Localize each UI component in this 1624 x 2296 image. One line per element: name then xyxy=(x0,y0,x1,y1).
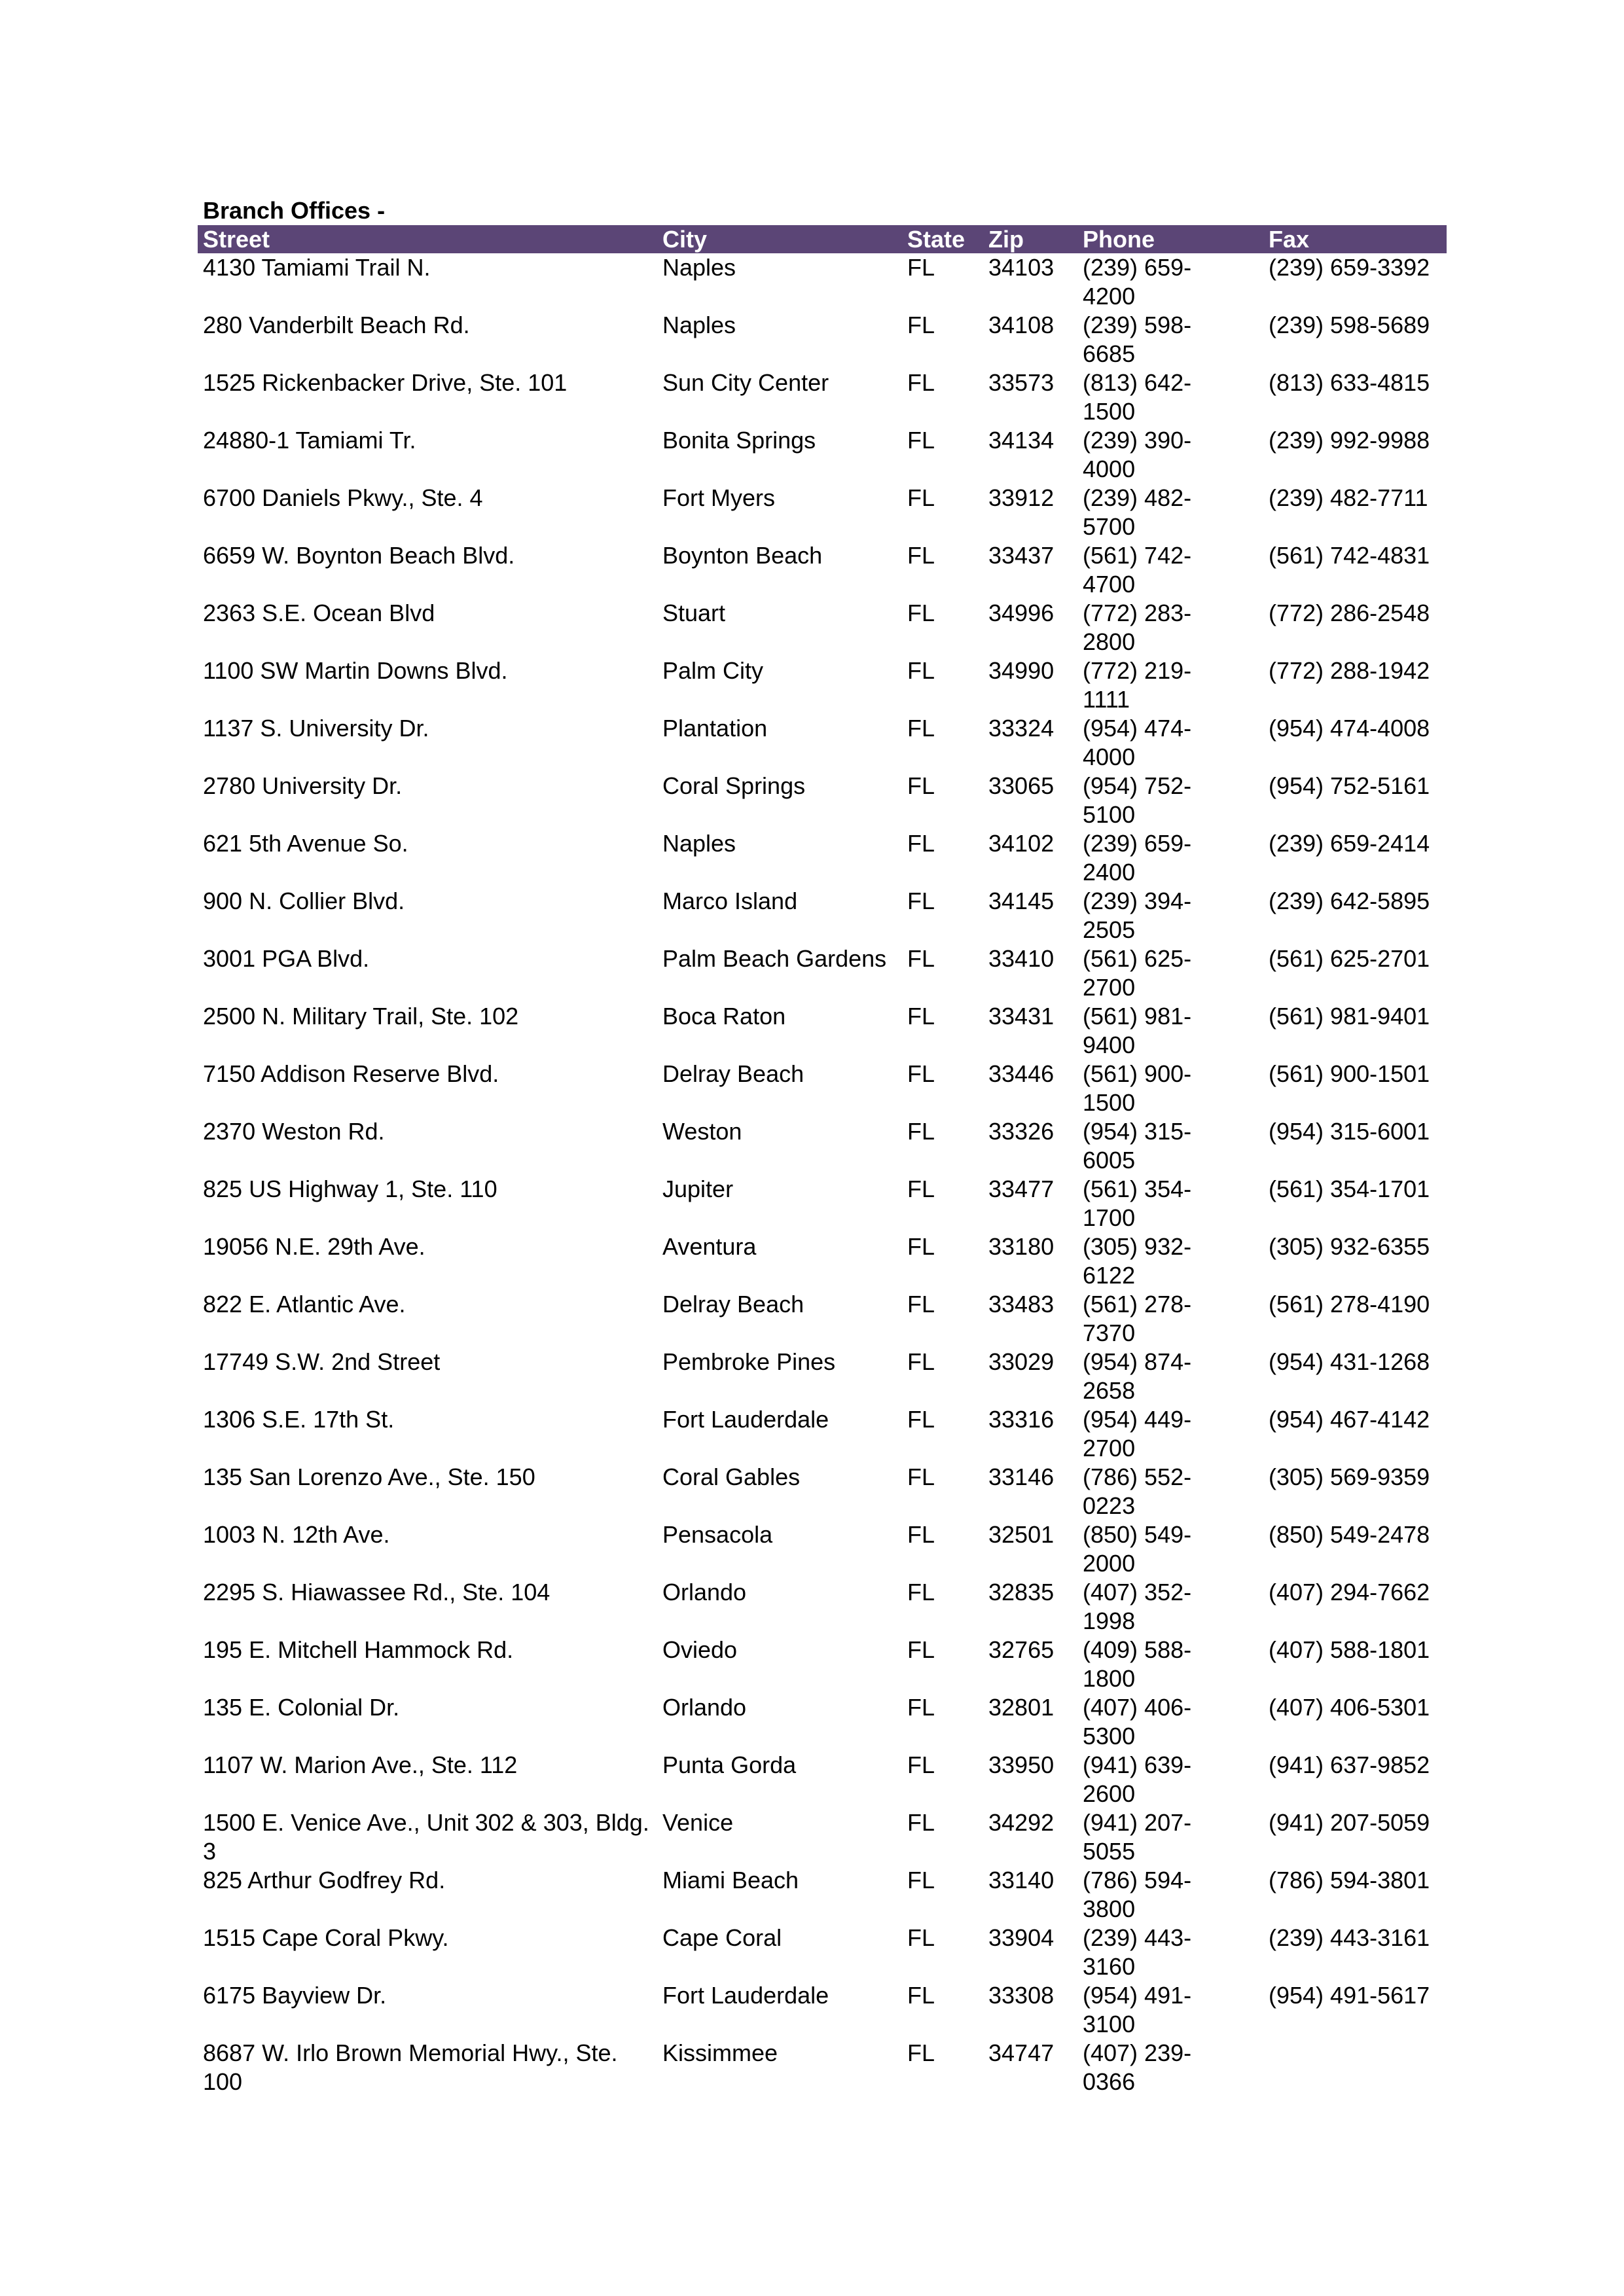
phone-cell: (786) 594- 3800 xyxy=(1083,1867,1192,1922)
street-cell: 8687 W. Irlo Brown Memorial Hwy., Ste. 100 xyxy=(203,2039,618,2095)
phone-cell: (954) 491- 3100 xyxy=(1083,1982,1192,2037)
fax-cell: (239) 642-5895 xyxy=(1269,888,1430,914)
zip-cell: 33477 xyxy=(988,1175,1055,1202)
zip-cell: 33316 xyxy=(988,1406,1055,1433)
city-cell: Fort Lauderdale xyxy=(662,1982,829,2009)
city-cell: Coral Gables xyxy=(662,1463,801,1490)
table-row xyxy=(198,1175,1447,1232)
page-title: Branch Offices - xyxy=(203,197,386,224)
column-header-zip: Zip xyxy=(983,225,1077,253)
fax-cell: (772) 288-1942 xyxy=(1269,657,1430,684)
phone-cell: (561) 900- 1500 xyxy=(1083,1060,1192,1116)
city-cell: Delray Beach xyxy=(662,1060,804,1087)
street-cell: 280 Vanderbilt Beach Rd. xyxy=(203,312,470,338)
table-row xyxy=(198,829,1447,887)
street-cell: 1137 S. University Dr. xyxy=(203,715,429,742)
table-row xyxy=(198,599,1447,656)
zip-cell: 33324 xyxy=(988,715,1055,742)
fax-cell: (941) 207-5059 xyxy=(1269,1809,1430,1836)
zip-cell: 33950 xyxy=(988,1751,1055,1778)
fax-cell: (954) 467-4142 xyxy=(1269,1406,1430,1433)
zip-cell: 34747 xyxy=(988,2039,1055,2066)
street-cell: 6175 Bayview Dr. xyxy=(203,1982,387,2009)
phone-cell: (941) 207- 5055 xyxy=(1083,1809,1192,1865)
city-cell: Boynton Beach xyxy=(662,542,823,569)
table-row xyxy=(198,772,1447,829)
table-row xyxy=(198,944,1447,1002)
zip-cell: 32501 xyxy=(988,1521,1055,1548)
phone-cell: (407) 239- 0366 xyxy=(1083,2039,1192,2095)
table-row xyxy=(198,1924,1447,1981)
phone-cell: (941) 639- 2600 xyxy=(1083,1751,1192,1807)
city-cell: Naples xyxy=(662,254,736,281)
street-cell: 1003 N. 12th Ave. xyxy=(203,1521,390,1548)
phone-cell: (954) 874- 2658 xyxy=(1083,1348,1192,1404)
phone-cell: (561) 981- 9400 xyxy=(1083,1003,1192,1058)
state-cell: FL xyxy=(907,484,935,511)
zip-cell: 34292 xyxy=(988,1809,1055,1836)
zip-cell: 33446 xyxy=(988,1060,1055,1087)
zip-cell: 33573 xyxy=(988,369,1055,396)
state-cell: FL xyxy=(907,542,935,569)
fax-cell: (954) 474-4008 xyxy=(1269,715,1430,742)
street-cell: 6700 Daniels Pkwy., Ste. 4 xyxy=(203,484,483,511)
street-cell: 2500 N. Military Trail, Ste. 102 xyxy=(203,1003,519,1030)
city-cell: Pensacola xyxy=(662,1521,773,1548)
city-cell: Stuart xyxy=(662,600,726,626)
city-cell: Palm Beach Gardens xyxy=(662,945,887,972)
table-row xyxy=(198,1808,1447,1866)
state-cell: FL xyxy=(907,772,935,799)
table-row xyxy=(198,714,1447,772)
fax-cell: (786) 594-3801 xyxy=(1269,1867,1430,1893)
table-row xyxy=(198,368,1447,426)
city-cell: Boca Raton xyxy=(662,1003,786,1030)
street-cell: 621 5th Avenue So. xyxy=(203,830,408,857)
phone-cell: (239) 659- 4200 xyxy=(1083,254,1192,310)
column-header-phone: Phone xyxy=(1077,225,1263,253)
fax-cell: (239) 598-5689 xyxy=(1269,312,1430,338)
table-row xyxy=(198,1290,1447,1348)
phone-cell: (239) 443- 3160 xyxy=(1083,1924,1192,1980)
street-cell: 2780 University Dr. xyxy=(203,772,403,799)
city-cell: Cape Coral xyxy=(662,1924,782,1951)
street-cell: 6659 W. Boynton Beach Blvd. xyxy=(203,542,515,569)
zip-cell: 33146 xyxy=(988,1463,1055,1490)
fax-cell: (561) 742-4831 xyxy=(1269,542,1430,569)
city-cell: Marco Island xyxy=(662,888,798,914)
zip-cell: 33029 xyxy=(988,1348,1055,1375)
street-cell: 1525 Rickenbacker Drive, Ste. 101 xyxy=(203,369,568,396)
zip-cell: 33140 xyxy=(988,1867,1055,1893)
state-cell: FL xyxy=(907,1809,935,1836)
state-cell: FL xyxy=(907,1521,935,1548)
phone-cell: (561) 625- 2700 xyxy=(1083,945,1192,1001)
street-cell: 822 E. Atlantic Ave. xyxy=(203,1291,406,1318)
state-cell: FL xyxy=(907,1233,935,1260)
table-row xyxy=(198,1866,1447,1924)
street-cell: 825 US Highway 1, Ste. 110 xyxy=(203,1175,497,1202)
column-header-street: Street xyxy=(198,225,657,253)
state-cell: FL xyxy=(907,600,935,626)
table-row xyxy=(198,2039,1447,2096)
table-row xyxy=(198,484,1447,541)
phone-cell: (561) 742- 4700 xyxy=(1083,542,1192,598)
zip-cell: 34108 xyxy=(988,312,1055,338)
state-cell: FL xyxy=(907,1291,935,1318)
table-row xyxy=(198,1981,1447,2039)
city-cell: Orlando xyxy=(662,1579,747,1605)
street-cell: 135 San Lorenzo Ave., Ste. 150 xyxy=(203,1463,535,1490)
zip-cell: 33431 xyxy=(988,1003,1055,1030)
phone-cell: (772) 219- 1111 xyxy=(1083,657,1192,713)
fax-cell: (954) 491-5617 xyxy=(1269,1982,1430,2009)
fax-cell: (561) 625-2701 xyxy=(1269,945,1430,972)
street-cell: 135 E. Colonial Dr. xyxy=(203,1694,400,1721)
fax-cell: (941) 637-9852 xyxy=(1269,1751,1430,1778)
fax-cell: (561) 278-4190 xyxy=(1269,1291,1430,1318)
fax-cell: (239) 659-2414 xyxy=(1269,830,1430,857)
street-cell: 24880-1 Tamiami Tr. xyxy=(203,427,416,454)
state-cell: FL xyxy=(907,1003,935,1030)
city-cell: Punta Gorda xyxy=(662,1751,797,1778)
table-row xyxy=(198,541,1447,599)
fax-cell: (305) 932-6355 xyxy=(1269,1233,1430,1260)
table-row xyxy=(198,1578,1447,1636)
street-cell: 3001 PGA Blvd. xyxy=(203,945,370,972)
fax-cell: (772) 286-2548 xyxy=(1269,600,1430,626)
table-row xyxy=(198,1117,1447,1175)
fax-cell: (954) 315-6001 xyxy=(1269,1118,1430,1145)
zip-cell: 34145 xyxy=(988,888,1055,914)
table-row xyxy=(198,1463,1447,1520)
street-cell: 1100 SW Martin Downs Blvd. xyxy=(203,657,508,684)
street-cell: 825 Arthur Godfrey Rd. xyxy=(203,1867,446,1893)
fax-cell: (954) 431-1268 xyxy=(1269,1348,1430,1375)
table-row xyxy=(198,426,1447,484)
zip-cell: 33180 xyxy=(988,1233,1055,1260)
phone-cell: (954) 752- 5100 xyxy=(1083,772,1192,828)
table-row xyxy=(198,1232,1447,1290)
zip-cell: 34990 xyxy=(988,657,1055,684)
street-cell: 4130 Tamiami Trail N. xyxy=(203,254,431,281)
street-cell: 7150 Addison Reserve Blvd. xyxy=(203,1060,499,1087)
street-cell: 195 E. Mitchell Hammock Rd. xyxy=(203,1636,514,1663)
header-row xyxy=(198,225,1447,253)
street-cell: 2370 Weston Rd. xyxy=(203,1118,385,1145)
phone-cell: (407) 352- 1998 xyxy=(1083,1579,1192,1634)
zip-cell: 34134 xyxy=(988,427,1055,454)
fax-cell: (561) 354-1701 xyxy=(1269,1175,1430,1202)
table-row xyxy=(198,1751,1447,1808)
state-cell: FL xyxy=(907,1982,935,2009)
state-cell: FL xyxy=(907,1175,935,1202)
state-cell: FL xyxy=(907,1118,935,1145)
state-cell: FL xyxy=(907,945,935,972)
fax-cell: (305) 569-9359 xyxy=(1269,1463,1430,1490)
zip-cell: 33912 xyxy=(988,484,1055,511)
column-header-city: City xyxy=(657,225,902,253)
zip-cell: 32765 xyxy=(988,1636,1055,1663)
fax-cell: (239) 443-3161 xyxy=(1269,1924,1430,1951)
zip-cell: 33308 xyxy=(988,1982,1055,2009)
state-cell: FL xyxy=(907,312,935,338)
state-cell: FL xyxy=(907,715,935,742)
state-cell: FL xyxy=(907,1636,935,1663)
city-cell: Bonita Springs xyxy=(662,427,816,454)
state-cell: FL xyxy=(907,369,935,396)
table-row xyxy=(198,1693,1447,1751)
zip-cell: 33065 xyxy=(988,772,1055,799)
fax-cell: (561) 981-9401 xyxy=(1269,1003,1430,1030)
street-cell: 2295 S. Hiawassee Rd., Ste. 104 xyxy=(203,1579,550,1605)
phone-cell: (239) 394- 2505 xyxy=(1083,888,1192,943)
phone-cell: (239) 482- 5700 xyxy=(1083,484,1192,540)
phone-cell: (954) 315- 6005 xyxy=(1083,1118,1192,1174)
street-cell: 19056 N.E. 29th Ave. xyxy=(203,1233,425,1260)
state-cell: FL xyxy=(907,427,935,454)
table-row xyxy=(198,1060,1447,1117)
table-row xyxy=(198,1405,1447,1463)
fax-cell: (954) 752-5161 xyxy=(1269,772,1430,799)
street-cell: 1107 W. Marion Ave., Ste. 112 xyxy=(203,1751,518,1778)
state-cell: FL xyxy=(907,1406,935,1433)
table-header xyxy=(198,225,1447,253)
phone-cell: (813) 642- 1500 xyxy=(1083,369,1192,425)
phone-cell: (561) 354- 1700 xyxy=(1083,1175,1192,1231)
fax-cell: (239) 992-9988 xyxy=(1269,427,1430,454)
city-cell: Fort Myers xyxy=(662,484,776,511)
city-cell: Palm City xyxy=(662,657,764,684)
zip-cell: 34102 xyxy=(988,830,1055,857)
fax-cell: (407) 294-7662 xyxy=(1269,1579,1430,1605)
street-cell: 1515 Cape Coral Pkwy. xyxy=(203,1924,449,1951)
phone-cell: (407) 406- 5300 xyxy=(1083,1694,1192,1749)
fax-cell xyxy=(1263,2039,1447,2096)
branch-offices-table xyxy=(198,225,1447,2096)
phone-cell: (239) 598- 6685 xyxy=(1083,312,1192,367)
zip-cell: 33437 xyxy=(988,542,1055,569)
state-cell: FL xyxy=(907,1867,935,1893)
city-cell: Oviedo xyxy=(662,1636,738,1663)
city-cell: Fort Lauderdale xyxy=(662,1406,829,1433)
state-cell: FL xyxy=(907,657,935,684)
phone-cell: (850) 549- 2000 xyxy=(1083,1521,1192,1577)
state-cell: FL xyxy=(907,254,935,281)
phone-cell: (954) 449- 2700 xyxy=(1083,1406,1192,1462)
state-cell: FL xyxy=(907,1579,935,1605)
city-cell: Plantation xyxy=(662,715,768,742)
fax-cell: (407) 406-5301 xyxy=(1269,1694,1430,1721)
zip-cell: 34996 xyxy=(988,600,1055,626)
phone-cell: (409) 588- 1800 xyxy=(1083,1636,1192,1692)
state-cell: FL xyxy=(907,888,935,914)
street-cell: 1500 E. Venice Ave., Unit 302 & 303, Bldg. 3 xyxy=(203,1809,649,1865)
phone-cell: (954) 474- 4000 xyxy=(1083,715,1192,770)
city-cell: Jupiter xyxy=(662,1175,734,1202)
table-row xyxy=(198,887,1447,944)
state-cell: FL xyxy=(907,1924,935,1951)
street-cell: 2363 S.E. Ocean Blvd xyxy=(203,600,435,626)
phone-cell: (239) 390- 4000 xyxy=(1083,427,1192,482)
city-cell: Pembroke Pines xyxy=(662,1348,836,1375)
city-cell: Kissimmee xyxy=(662,2039,778,2066)
phone-cell: (772) 283- 2800 xyxy=(1083,600,1192,655)
phone-cell: (305) 932- 6122 xyxy=(1083,1233,1192,1289)
zip-cell: 33904 xyxy=(988,1924,1055,1951)
column-header-fax: Fax xyxy=(1263,225,1447,253)
state-cell: FL xyxy=(907,2039,935,2066)
state-cell: FL xyxy=(907,1348,935,1375)
city-cell: Venice xyxy=(662,1809,734,1836)
city-cell: Naples xyxy=(662,830,736,857)
table-row xyxy=(198,1002,1447,1060)
street-cell: 900 N. Collier Blvd. xyxy=(203,888,405,914)
table-row xyxy=(198,1520,1447,1578)
fax-cell: (561) 900-1501 xyxy=(1269,1060,1430,1087)
fax-cell: (813) 633-4815 xyxy=(1269,369,1430,396)
fax-cell: (239) 482-7711 xyxy=(1269,484,1428,511)
table-body xyxy=(198,253,1447,2096)
zip-cell: 33410 xyxy=(988,945,1055,972)
city-cell: Delray Beach xyxy=(662,1291,804,1318)
fax-cell: (239) 659-3392 xyxy=(1269,254,1430,281)
fax-cell: (850) 549-2478 xyxy=(1269,1521,1430,1548)
zip-cell: 34103 xyxy=(988,254,1055,281)
city-cell: Coral Springs xyxy=(662,772,806,799)
city-cell: Sun City Center xyxy=(662,369,829,396)
zip-cell: 33483 xyxy=(988,1291,1055,1318)
phone-cell: (239) 659- 2400 xyxy=(1083,830,1192,886)
state-cell: FL xyxy=(907,1751,935,1778)
city-cell: Weston xyxy=(662,1118,742,1145)
table-row xyxy=(198,253,1447,311)
zip-cell: 32801 xyxy=(988,1694,1055,1721)
table-row xyxy=(198,1348,1447,1405)
zip-cell: 33326 xyxy=(988,1118,1055,1145)
state-cell: FL xyxy=(907,1694,935,1721)
zip-cell: 32835 xyxy=(988,1579,1055,1605)
city-cell: Naples xyxy=(662,312,736,338)
city-cell: Miami Beach xyxy=(662,1867,799,1893)
street-cell: 1306 S.E. 17th St. xyxy=(203,1406,395,1433)
table-row xyxy=(198,311,1447,368)
city-cell: Aventura xyxy=(662,1233,757,1260)
fax-cell: (407) 588-1801 xyxy=(1269,1636,1430,1663)
phone-cell: (561) 278- 7370 xyxy=(1083,1291,1192,1346)
table-row xyxy=(198,656,1447,714)
city-cell: Orlando xyxy=(662,1694,747,1721)
state-cell: FL xyxy=(907,830,935,857)
street-cell: 17749 S.W. 2nd Street xyxy=(203,1348,441,1375)
table-row xyxy=(198,1636,1447,1693)
state-cell: FL xyxy=(907,1463,935,1490)
column-header-state: State xyxy=(902,225,983,253)
state-cell: FL xyxy=(907,1060,935,1087)
phone-cell: (786) 552- 0223 xyxy=(1083,1463,1192,1519)
